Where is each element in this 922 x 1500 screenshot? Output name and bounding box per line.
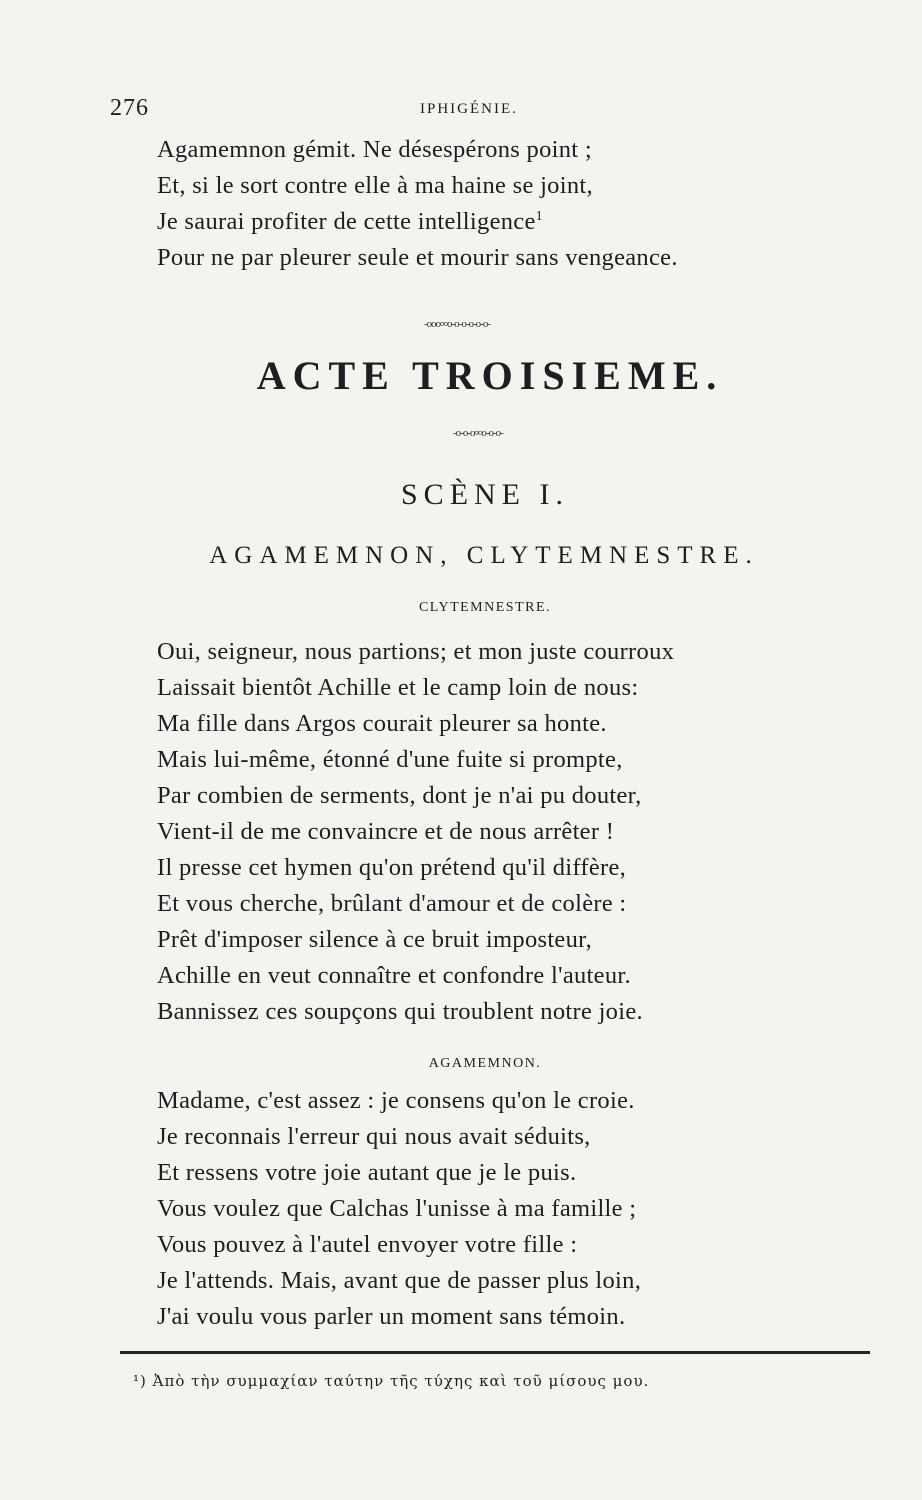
verse-line: Laissait bientôt Achille et le camp loin de nous: <box>157 674 639 701</box>
verse-line: Je reconnais l'erreur qui nous avait séduits, <box>157 1123 591 1150</box>
verse-line: Madame, c'est assez : je consens qu'on le croie. <box>157 1087 635 1114</box>
verse-line: Bannissez ces soupçons qui troublent notre joie. <box>157 998 643 1025</box>
verse-line: Et, si le sort contre elle à ma haine se joint, <box>157 172 593 199</box>
ornament-divider-top: -ooo∞o-o-o-o-o-o- <box>424 318 490 330</box>
verse-line: J'ai voulu vous parler un moment sans témoin. <box>157 1303 626 1330</box>
speech-clytemnestre <box>157 634 674 1030</box>
verse-text: Je saurai profiter de cette intelligence <box>157 208 536 235</box>
verse-line: Agamemnon gémit. Ne désespérons point ; <box>157 136 592 163</box>
opening-verses <box>157 132 678 276</box>
speaker-name: AGAMEMNON. <box>428 1056 542 1071</box>
scene-title: SCÈNE I. <box>401 478 569 511</box>
footnote-text: Ἀπὸ τὴν συμμαχίαν ταύτην τῆς τύχης καὶ τοῦ μίσους μου. <box>152 1372 650 1390</box>
verse-line: Vous pouvez à l'autel envoyer votre fille : <box>157 1231 578 1258</box>
verse-line: Vient-il de me convaincre et de nous arrêter ! <box>157 818 615 845</box>
verse-line: Prêt d'imposer silence à ce bruit imposteur, <box>157 926 593 953</box>
verse-line <box>157 204 678 240</box>
act-title: ACTE TROISIEME. <box>256 353 724 398</box>
verse-line: Oui, seigneur, nous partions; et mon juste courroux <box>157 638 675 665</box>
footnote-number: ¹) <box>133 1372 147 1390</box>
footnote-marker: 1 <box>535 208 543 224</box>
page-number: 276 <box>110 95 149 121</box>
verse-line: Et vous cherche, brûlant d'amour et de colère : <box>157 890 627 917</box>
speech-agamemnon <box>157 1083 641 1335</box>
verse-line: Ma fille dans Argos courait pleurer sa honte. <box>157 710 607 737</box>
character-list: AGAMEMNON, CLYTEMNESTRE. <box>209 542 759 569</box>
verse-line: Mais lui-même, étonné d'une fuite si prompte, <box>157 746 623 773</box>
footnote-rule <box>120 1351 870 1354</box>
verse-line: Il presse cet hymen qu'on prétend qu'il diffère, <box>157 854 627 881</box>
ornament-divider-bottom: -o-o-o∞o-o-o- <box>453 427 503 439</box>
running-head <box>110 95 830 125</box>
verse-line: Vous voulez que Calchas l'unisse à ma famille ; <box>157 1195 637 1222</box>
footnote <box>133 1372 649 1390</box>
running-title: IPHIGÉNIE. <box>420 101 518 117</box>
verse-line: Et ressens votre joie autant que je le puis. <box>157 1159 577 1186</box>
verse-line: Achille en veut connaître et confondre l'auteur. <box>157 962 631 989</box>
verse-line: Par combien de serments, dont je n'ai pu douter, <box>157 782 642 809</box>
speaker-name: CLYTEMNESTRE. <box>418 600 552 615</box>
verse-line: Pour ne par pleurer seule et mourir sans vengeance. <box>157 244 678 271</box>
verse-line: Je l'attends. Mais, avant que de passer plus loin, <box>157 1267 642 1294</box>
